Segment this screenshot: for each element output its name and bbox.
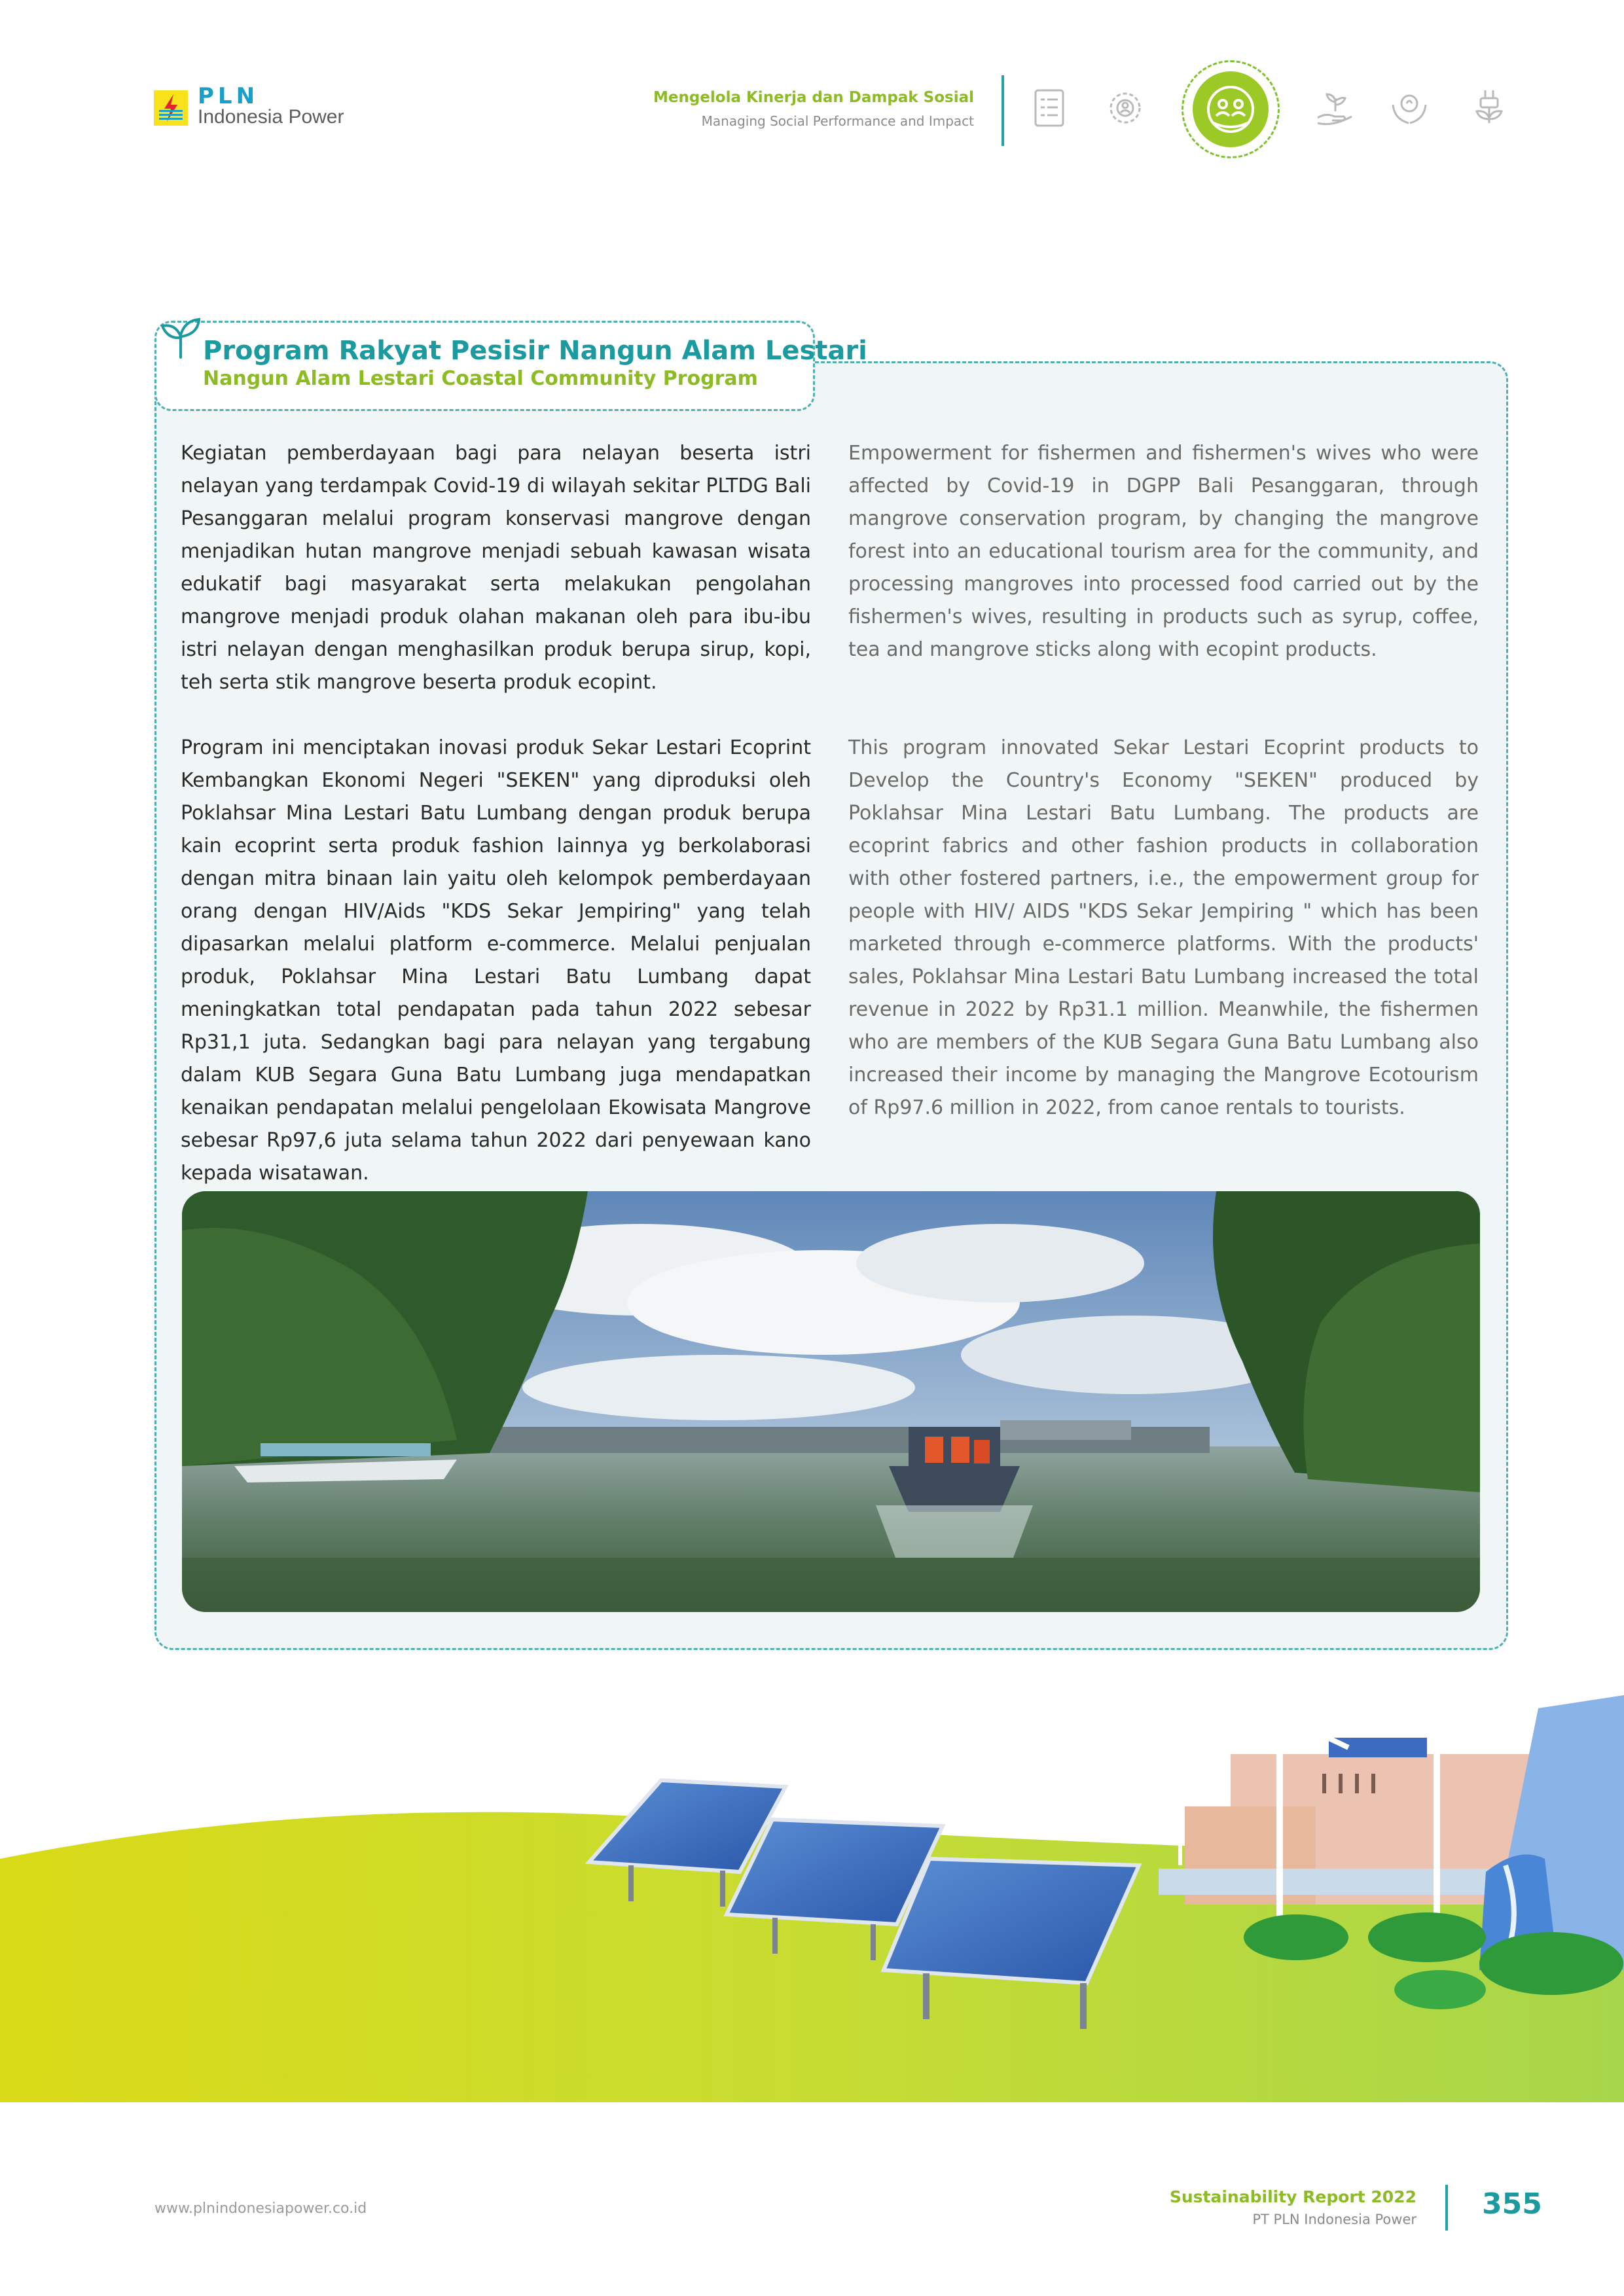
community-hands-icon[interactable]: [1193, 71, 1269, 147]
program-subtitle: Nangun Alam Lestari Coastal Community Program: [203, 367, 758, 390]
paragraph-en-2: This program innovated Sekar Lestari Ecoprint products to Develop the Country's Economy "SEKEN" produced by Poklahsar Mina Lestari Batu Lumbang. The products are ecoprint fabrics and other fashion products in collaboration with other fostered partners, i.e., the empowerment group for people with HIV/ AIDS "KDS Sekar Jempiring " which has been marketed through e-commerce platforms. With the products' sales, Poklahsar Mina Lestari Batu Lumbang increased the total revenue in 2022 by Rp31.1 million. Meanwhile, the fishermen who are members of the KUB Segara Guna Batu Lumbang also increased their income by managing the Mangrove Ecotourism of Rp97.6 million in 2022, from canoe rentals to tourists.: [848, 736, 1479, 1119]
footer-divider: [1445, 2185, 1448, 2231]
footer-url[interactable]: www.plnindonesiapower.co.id: [154, 2200, 367, 2217]
paragraph-en-1: Empowerment for fishermen and fishermen's wives who were affected by Covid-19 in DGPP Bali Pesanggaran, through mangrove conservation program, by changing the mangrove forest into an educational tourism area for the community, and processing mangroves into processed food carried out by the fishermen's wives, resulting in products such as syrup, coffee, tea and mangrove sticks along with ecopint products.: [848, 442, 1479, 661]
program-title: Program Rakyat Pesisir Nangun Alam Lestari: [203, 336, 867, 366]
footer-report-title: Sustainability Report 2022: [1169, 2187, 1416, 2206]
plug-leaf-icon[interactable]: [1466, 85, 1512, 131]
chapter-title: Mengelola Kinerja dan Dampak Sosial: [653, 89, 974, 106]
header-divider: [1001, 75, 1004, 146]
renewable-energy-illustration: [0, 1649, 1624, 2102]
gear-people-icon[interactable]: [1102, 85, 1148, 131]
pln-logo-icon: [154, 90, 188, 126]
plant-hand-icon[interactable]: [1312, 85, 1358, 131]
page-number: 355: [1482, 2187, 1542, 2221]
logo-name: Indonesia Power: [198, 106, 344, 128]
mangrove-river-photo: [182, 1191, 1480, 1612]
paragraph-id-2: Program ini menciptakan inovasi produk Sekar Lestari Ecoprint Kembangkan Ekonomi Negeri "SEKEN" yang diproduksi oleh Poklahsar Mina Lestari Batu Lumbang dengan produk berupa kain ecoprint serta produk fashion lainnya yg berkolaborasi dengan mitra binaan lain yaitu oleh kelompok pemberdayaan orang dengan HIV/Aids "KDS Sekar Jempiring" yang telah dipasarkan melalui platform e-commerce. Melalui penjualan produk, Poklahsar Mina Lestari Batu Lumbang dapat meningkatkan total pendapatan pada tahun 2022 sebesar Rp31,1 juta. Sedangkan bagi para nelayan yang tergabung dalam KUB Segara Guna Batu Lumbang juga mendapatkan kenaikan pendapatan melalui pengelolaan Ekowisata Mangrove sebesar Rp97,6 juta selama tahun 2022 dari penyewaan kano kepada wisatawan.: [181, 736, 811, 1185]
chapter-subtitle: Managing Social Performance and Impact: [701, 113, 974, 129]
eco-hands-icon[interactable]: [1386, 85, 1432, 131]
paragraph-id-1: Kegiatan pemberdayaan bagi para nelayan beserta istri nelayan yang terdampak Covid-19 di wilayah sekitar PLTDG Bali Pesanggaran melalui program konservasi mangrove dengan menjadikan hutan mangrove menjadi sebuah kawasan wisata edukatif bagi masyarakat serta melakukan pengolahan mangrove menjadi produk olahan makanan oleh para ibu-ibu istri nelayan dengan menghasilkan produk berupa sirup, kopi, teh serta stik mangrove beserta produk ecopint.: [181, 442, 811, 694]
footer-company: PT PLN Indonesia Power: [1252, 2212, 1416, 2227]
checklist-icon[interactable]: [1026, 85, 1072, 131]
sprout-icon: [154, 313, 206, 359]
header: [0, 0, 1624, 170]
logo-brand: PLN: [198, 83, 259, 109]
